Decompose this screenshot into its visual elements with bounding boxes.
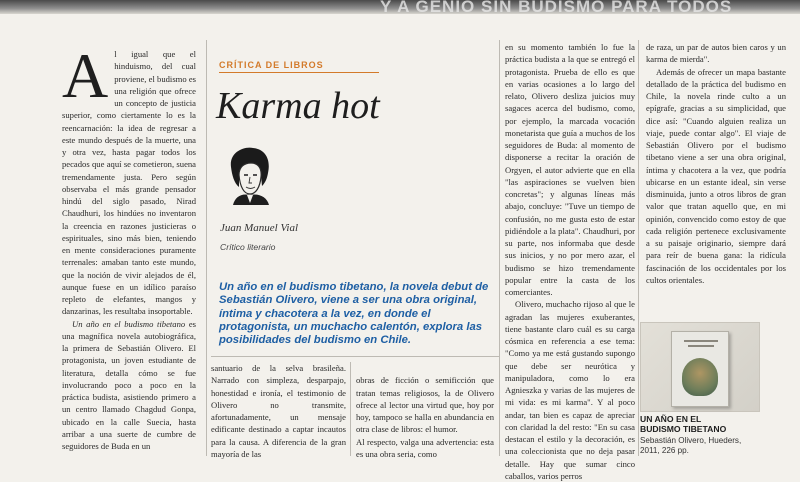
headline: Karma hot — [216, 85, 380, 127]
column-divider — [206, 40, 207, 456]
book-cover — [671, 331, 729, 407]
book-title-line: UN AÑO EN EL — [640, 414, 702, 424]
lead-book-title: Un año en el budismo tibetano, — [219, 281, 387, 293]
opening-paragraph — [62, 40, 196, 318]
masthead-bleed-text: Y A GENIO SIN BUDISMO PARA TODOS — [380, 0, 733, 16]
cover-title-mark — [684, 340, 718, 342]
book-title-line: BUDISMO TIBETANO — [640, 424, 727, 434]
book-title — [640, 414, 726, 434]
author-name: Juan Manuel Vial — [220, 222, 298, 234]
column-4 — [505, 41, 635, 481]
author-role: Crítico literario — [220, 242, 276, 252]
column-1 — [62, 40, 196, 456]
book-year-pages: 2011, 226 pp. — [640, 445, 689, 455]
book-info — [640, 436, 741, 455]
column-2 — [211, 362, 346, 459]
column-divider — [499, 40, 500, 456]
column-divider — [350, 362, 351, 456]
lead-paragraph — [219, 281, 494, 347]
section-label: CRÍTICA DE LIBROS — [219, 60, 324, 70]
column-5 — [646, 41, 786, 319]
paragraph — [62, 318, 196, 453]
book-cover-photo — [640, 322, 760, 412]
column-3 — [356, 362, 494, 459]
opening-text: l igual que el hinduismo, del cual proviene, el budismo es una religión que ofrece un concepto de justicia superior, como ciertamente lo es la reencarnación: la idea de regresar a este mundo después de la muerte, una y otra vez, hasta pagar todos los pecados que aquí se cometieron, suena tremendamente justa. Pero según observaba el más grande pensador hindú del siglo pasado, Nirad Chaudhuri, los hindúes no inventaron la creencia en razones justicieras o espirituales, sino más bien, teniendo en mente consideraciones puramente terrenales: amaban tanto este mundo, que la noción de vivir alejados de él, aunque fuese en un idílico paraíso repleto de elefantes, mangos y danzarinas, les resultaba insoportable. — [62, 49, 196, 317]
paragraph: de raza, un par de autos bien caros y un karma de mierda". — [646, 42, 786, 65]
lead-text: la novela debut de Sebastián Olivero, viene a ser una obra original, íntima y chacotera a la vez, en donde el protagonista, un muchacho calentón, explora las posibilidades del budismo en Chile. — [219, 281, 489, 347]
masthead-bleed — [0, 0, 800, 14]
drop-cap: A — [62, 40, 109, 111]
cover-illustration — [682, 358, 718, 396]
book-publisher: Sebastián Olivero, Hueders, — [640, 436, 742, 445]
column-divider — [638, 40, 639, 456]
book-title-inline: Un año en el budismo tibetano — [72, 318, 186, 329]
paragraph: santuario de la selva brasileña. Narrado con simpleza, desparpajo, honestidad e ironía, el testimonio de Olivero no transmite, afortunadamente, un mensaje edificante destinado a captar incautos para la causa. A diferencia de la gran mayoría de las — [211, 363, 346, 459]
cover-title-mark — [688, 345, 714, 347]
paragraph: Además de ofrecer un mapa bastante detallado de la práctica del budismo en Chile, la novela rinde culto a un epígrafe, gracias a su simplicidad, que dice así: "Cuando alguien realiza un viaje, puede contar algo". El viaje de Sebastián Olivero por el budismo tibetano viene a ser una obra original, íntima y chacotera a la vez, que podría ubicarse en un estante ideal, sin verse disminuida, junto a otros libros de gran valor que tratan aquello que, en mi opinión, convencido como estoy de que cada religión pertenece exclusivamente a su paisaje originario, siempre dará para reír de buena gana: la ridícula fascinación de los occidentales por los cultos orientales. — [646, 66, 786, 285]
paragraph: obras de ficción o semificción que tratan temas religiosos, la de Olivero ofrece al lector una virtud que, hoy por hoy, tampoco se halla en abundancia en otra clase de libros: el humor. Al respecto, valga una advertencia: esta es una obra seria, como — [356, 375, 494, 459]
paragraph: Olivero, muchacho rijoso al que le agradan las mujeres exuberantes, tiene bastante claro cuál es su carga cósmica en referencia a ese tema: "Como ya me está gustando supongo que debe ser neurótica y manipuladora, como lo era Agnieszka y varias de las mujeres de mi vida: es mi karma". Y al poco andar, tan bien es capaz de apreciar con claridad la del resto: "En su casa destacan el estilo y la decoración, es una coleccionista que no deja pasar detalle. Hay que sumar cinco caballos, varios perros — [505, 299, 635, 481]
lead-divider — [211, 356, 499, 357]
paragraph-text: es una magnífica novela autobiográfica, la primera de Sebastián Olivero. El protagonista, un joven estudiante de literatura, detalla cómo se fue involucrando poco a poco en la práctica budista, asistiendo primero a un centro llamado Chagdud Gonpa, ubicado en la calle Suecia, hasta arribar a una suerte de cumbre de seguidores de Buda en un — [62, 318, 196, 451]
author-portrait — [221, 145, 279, 205]
paragraph: en su momento también lo fue la práctica budista a la que se entregó el protagonista. Prueba de ello es que en varias ocasiones a lo largo del relato, Olivero desliza juicios muy sagaces acerca del budismo, como, por ejemplo, la marcada vocación monetarista que guía a muchos de los seguidores de Buda: al momento de disponerse a recitar la oración de Orgyen, el autor advierte que en ella "las aspiraciones se vuelven bien concretas"; y algunas líneas más abajo, concluye: "Tuve un tiempo de confusión, no me gusta esto de estar pidiéndole a la plata". Chaudhuri, por su parte, nos informaba que desde sus inicios, y no por mero azar, el budismo se hizo tremendamente popular entre la casta de los comerciantes. — [505, 42, 635, 297]
section-underline — [219, 72, 379, 73]
